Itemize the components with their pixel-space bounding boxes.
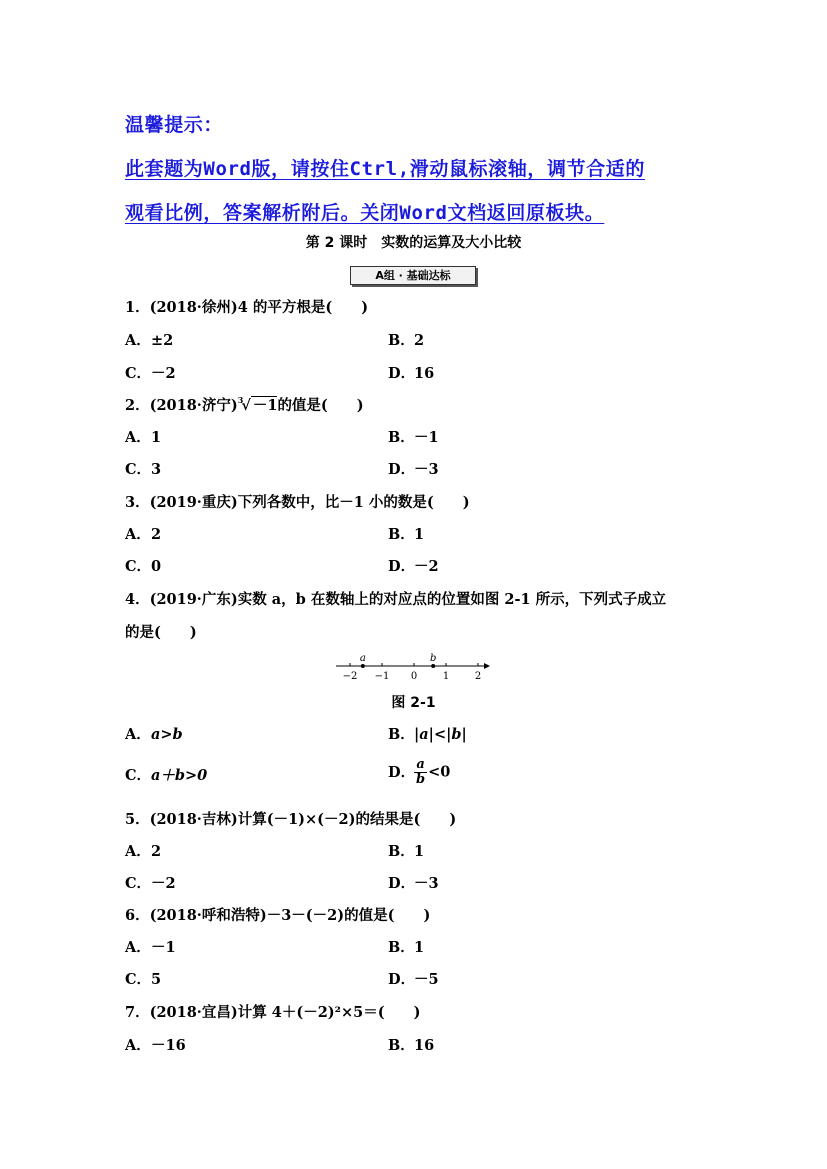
question-6: 6．(2018·呼和浩特)－3－(－2)的值是( ): [125, 907, 431, 924]
tick-label: −2: [342, 671, 358, 682]
option-5b: B．1: [388, 843, 425, 860]
notice-heading: 温馨提示：: [125, 114, 224, 136]
point-label: b: [429, 653, 437, 664]
option-7b: B．16: [388, 1037, 435, 1054]
question-4-line-2: 的是( ): [125, 624, 197, 641]
option-3b: B．1: [388, 526, 425, 543]
point-b: [431, 664, 435, 668]
option-4a: A．a>b: [125, 726, 183, 743]
option-3a: A．2: [125, 526, 162, 543]
notice-line-1: 此套题为Word版，请按住Ctrl,滑动鼠标滚轴，调节合适的: [125, 158, 645, 180]
number-line-figure: [334, 650, 494, 684]
option-5d: D．－3: [388, 875, 439, 892]
arrow-icon: [484, 663, 490, 669]
option-3c: C．0: [125, 558, 162, 575]
tick-label: 1: [442, 671, 450, 682]
option-4b: B．|a|<|b|: [388, 726, 467, 743]
option-3d: D．－2: [388, 558, 439, 575]
point-a: [361, 664, 365, 668]
tick-label: −1: [374, 671, 390, 682]
option-6b: B．1: [388, 939, 425, 956]
tick-label: 0: [410, 671, 418, 682]
cube-root: $^3$√ －1: [237, 395, 278, 414]
option-6c: C．5: [125, 971, 162, 988]
option-1d: D．16: [388, 365, 435, 382]
option-6a: A．－1: [125, 939, 176, 956]
option-4c: C．a＋b>0: [125, 767, 208, 784]
option-1c: C．－2: [125, 365, 176, 382]
question-1: 1．(2018·徐州)4 的平方根是( ): [125, 299, 369, 316]
option-7a: A．－16: [125, 1037, 186, 1054]
option-5c: C．－2: [125, 875, 176, 892]
option-5a: A．2: [125, 843, 162, 860]
group-badge: A组 · 基础达标: [350, 266, 476, 285]
point-label: a: [359, 653, 366, 664]
question-7: 7．(2018·宜昌)计算 4＋(－2)²×5＝( ): [125, 1004, 421, 1021]
question-2: 2．(2018·济宁)$^3$√ －1的值是( ): [125, 396, 364, 417]
question-5: 5．(2018·吉林)计算(－1)×(－2)的结果是( ): [125, 811, 457, 828]
figure-caption: 图 2-1: [391, 695, 436, 711]
option-2c: C．3: [125, 461, 162, 478]
option-2d: D．－3: [388, 461, 439, 478]
option-1a: A．±2: [125, 332, 174, 349]
option-6d: D．－5: [388, 971, 439, 988]
question-4-line-1: 4．(2019·广东)实数 a，b 在数轴上的对应点的位置如图 2-1 所示，下列式子成立: [125, 591, 667, 608]
option-4d: D． $\frac{a}{b}$ <0: [388, 757, 451, 787]
tick-label: 2: [474, 671, 482, 682]
option-1b: B．2: [388, 332, 425, 349]
fraction-a-over-b: $\frac{a}{b}$: [416, 757, 426, 787]
option-2a: A．1: [125, 429, 162, 446]
lesson-title: 第 2 课时 实数的运算及大小比较: [305, 235, 522, 251]
notice-line-2: 观看比例，答案解析附后。关闭Word文档返回原板块。: [125, 202, 605, 224]
option-2b: B．－1: [388, 429, 439, 446]
question-3: 3．(2019·重庆)下列各数中，比－1 小的数是( ): [125, 494, 470, 511]
